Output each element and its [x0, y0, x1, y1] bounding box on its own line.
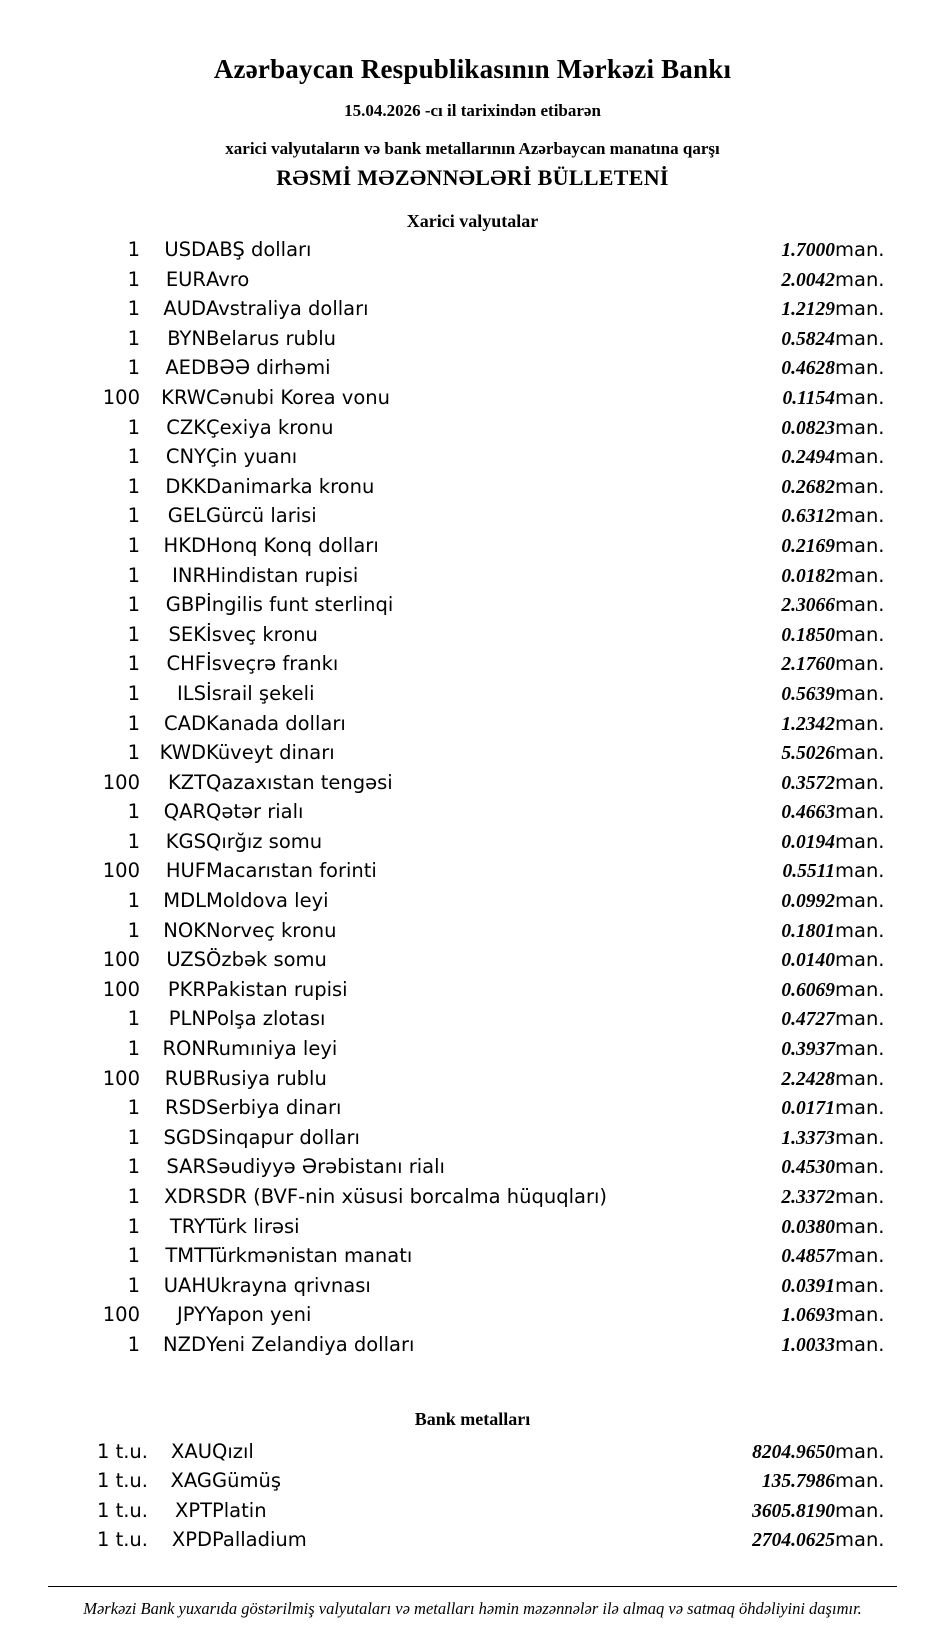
rate-amount: 1	[127, 474, 140, 498]
rate-amount: 100	[102, 770, 140, 794]
effective-date: 15.04.2026 -cı il tarixindən etibarən	[344, 101, 601, 120]
rate-amount: 1	[127, 415, 140, 439]
rate-unit: man.	[835, 1498, 885, 1522]
currency-code: UAH	[163, 1273, 206, 1297]
table-row	[48, 1153, 897, 1183]
bulletin-description: xarici valyutaların və bank metallarının Azərbaycan manatına qarşı	[225, 139, 720, 158]
currency-name: Rumıniya leyi	[206, 1037, 338, 1061]
rate-unit: man.	[835, 1439, 885, 1463]
table-row	[48, 354, 897, 384]
rate-unit: man.	[835, 859, 885, 883]
rate-amount: 100	[102, 977, 140, 1001]
currency-code: CNY	[165, 445, 206, 469]
rate-amount: 100	[102, 859, 140, 883]
rate-amount: 1	[127, 889, 140, 913]
table-row	[48, 1272, 897, 1302]
currency-name: Polşa zlotası	[206, 1007, 326, 1031]
currency-name: Yapon yeni	[206, 1303, 312, 1327]
table-row	[48, 946, 897, 976]
currency-code: QAR	[163, 800, 206, 824]
currency-code: NOK	[163, 918, 206, 942]
currency-name: Danimarka kronu	[206, 474, 375, 498]
rate-unit: man.	[835, 563, 885, 587]
table-row	[48, 443, 897, 473]
table-row	[48, 414, 897, 444]
rate-unit: man.	[835, 385, 885, 409]
rate-unit: man.	[835, 238, 885, 261]
rate-value: 2.3066	[781, 595, 835, 617]
table-row	[48, 1213, 897, 1243]
rate-unit: man.	[835, 1066, 885, 1090]
rate-unit: man.	[835, 297, 885, 321]
currency-code: SEK	[168, 622, 206, 646]
rate-unit: man.	[835, 711, 885, 735]
currency-code: XPT	[174, 1498, 212, 1522]
table-row	[48, 1497, 897, 1527]
rate-amount: 1	[127, 681, 140, 705]
rate-amount: 1	[127, 1214, 140, 1238]
currency-name: Gürcü larisi	[206, 504, 317, 528]
currency-name: Platin	[212, 1498, 267, 1522]
rate-unit: man.	[835, 326, 885, 350]
rate-unit: man.	[835, 1185, 885, 1208]
currency-name: Pakistan rupisi	[206, 977, 348, 1001]
rate-unit: man.	[835, 415, 885, 439]
rate-value: 0.0992	[781, 891, 835, 913]
currency-code: XDR	[164, 1185, 206, 1208]
currency-code: MDL	[163, 889, 206, 913]
rate-value: 0.2169	[781, 535, 835, 557]
rate-amount: 1 t.u.	[96, 1469, 148, 1493]
rate-unit: man.	[835, 1096, 885, 1120]
table-row	[48, 473, 897, 503]
currency-name: Macarıstan forinti	[206, 859, 377, 883]
currency-code: HKD	[163, 533, 206, 557]
rate-value: 1.0693	[781, 1305, 835, 1327]
rate-value: 0.5824	[781, 328, 835, 350]
rate-value: 0.4727	[781, 1009, 835, 1031]
rate-unit: man.	[835, 1125, 885, 1149]
section-heading-currencies: Xarici valyutalar	[406, 211, 539, 231]
currency-code: JPY	[177, 1303, 206, 1327]
rate-value: 0.1801	[781, 920, 835, 942]
table-row	[48, 1035, 897, 1065]
metal-rates-table	[48, 1438, 897, 1556]
table-row	[48, 710, 897, 740]
currency-name: Qazaxıstan tengəsi	[206, 770, 393, 794]
table-row	[48, 1467, 897, 1497]
table-row	[48, 680, 897, 710]
rate-unit: man.	[835, 770, 885, 794]
table-row	[48, 562, 897, 592]
rate-value: 0.0380	[781, 1216, 835, 1238]
rate-amount: 1	[127, 1007, 140, 1031]
currency-name: BƏƏ dirhəmi	[206, 356, 331, 380]
footer-note: Mərkəzi Bank yuxarıda göstərilmiş valyutaları və metalları həmin məzənnələr ilə almaq və satmaq öhdəliyini daşımır.	[83, 1598, 862, 1618]
rate-amount: 100	[102, 1066, 140, 1090]
rate-amount: 1	[127, 1185, 140, 1208]
table-row	[48, 236, 897, 266]
rate-amount: 1	[127, 741, 140, 765]
currency-code: CZK	[166, 415, 206, 439]
rate-value: 0.0823	[781, 417, 835, 439]
rate-value: 0.0194	[781, 831, 835, 853]
rate-unit: man.	[835, 1469, 885, 1493]
currency-name: Ukrayna qrivnası	[206, 1273, 371, 1297]
currency-code: HUF	[165, 859, 206, 883]
rate-value: 1.0033	[781, 1334, 835, 1356]
table-row	[48, 887, 897, 917]
currency-rates-table	[48, 236, 897, 1361]
currency-code: BYN	[167, 326, 206, 350]
currency-code: PLN	[168, 1007, 206, 1031]
rate-value: 0.0391	[781, 1275, 835, 1297]
rate-unit: man.	[835, 1155, 885, 1179]
table-row	[48, 1183, 897, 1213]
rate-unit: man.	[835, 889, 885, 913]
currency-code: KWD	[159, 741, 206, 765]
table-row	[48, 650, 897, 680]
table-row	[48, 1065, 897, 1095]
table-row	[48, 532, 897, 562]
rate-value: 2.0042	[781, 269, 835, 291]
rate-value: 5.5026	[781, 743, 835, 765]
rate-amount: 1	[127, 1037, 140, 1061]
rate-amount: 100	[102, 1303, 140, 1327]
table-row	[48, 384, 897, 414]
rate-value: 0.4530	[781, 1157, 835, 1179]
currency-name: SDR (BVF-nin xüsusi borcalma hüquqları)	[206, 1185, 608, 1208]
currency-code: INR	[172, 563, 206, 587]
currency-code: XAG	[170, 1469, 212, 1493]
currency-code: CHF	[166, 652, 206, 676]
rate-value: 0.2682	[781, 476, 835, 498]
rate-value: 0.1850	[781, 624, 835, 646]
currency-code: SGD	[163, 1125, 206, 1149]
rate-unit: man.	[835, 977, 885, 1001]
currency-code: RSD	[165, 1096, 206, 1120]
rate-value: 1.3373	[781, 1127, 835, 1149]
currency-name: Türk lirəsi	[206, 1214, 300, 1238]
rate-unit: man.	[835, 681, 885, 705]
section-heading-metals: Bank metalları	[414, 1408, 531, 1429]
table-row	[48, 917, 897, 947]
table-row	[48, 295, 897, 325]
currency-name: Özbək somu	[206, 948, 327, 972]
currency-name: Moldova leyi	[206, 889, 329, 913]
rate-unit: man.	[835, 741, 885, 765]
currency-name: Türkmənistan manatı	[206, 1244, 413, 1268]
table-row	[48, 828, 897, 858]
rate-amount: 1	[127, 238, 140, 261]
currency-name: Yeni Zelandiya dolları	[206, 1332, 415, 1356]
rate-unit: man.	[835, 1214, 885, 1238]
table-row	[48, 266, 897, 296]
rate-amount: 1	[127, 652, 140, 676]
rate-amount: 1	[127, 829, 140, 853]
rate-amount: 1	[127, 622, 140, 646]
rate-unit: man.	[835, 1037, 885, 1061]
table-row	[48, 798, 897, 828]
currency-code: RUB	[164, 1066, 206, 1090]
rate-amount: 1	[127, 504, 140, 528]
rate-unit: man.	[835, 800, 885, 824]
footer-divider	[48, 1586, 897, 1587]
rate-amount: 100	[102, 948, 140, 972]
currency-name: Avro	[206, 267, 250, 291]
rate-value: 1.7000	[781, 240, 835, 261]
currency-code: AUD	[163, 297, 206, 321]
rate-unit: man.	[835, 1332, 885, 1356]
rate-unit: man.	[835, 1244, 885, 1268]
currency-code: KGS	[165, 829, 206, 853]
rate-amount: 1	[127, 267, 140, 291]
currency-name: Cənubi Korea vonu	[206, 385, 390, 409]
rate-value: 0.6312	[781, 506, 835, 528]
rate-amount: 100	[102, 385, 140, 409]
rate-unit: man.	[835, 1528, 885, 1552]
table-row	[48, 1526, 897, 1556]
currency-name: Honq Konq dolları	[206, 533, 379, 557]
rate-unit: man.	[835, 948, 885, 972]
rate-value: 2704.0625	[752, 1530, 835, 1552]
currency-name: Çexiya kronu	[206, 415, 334, 439]
currency-code: GBP	[165, 593, 206, 617]
currency-name: Qırğız somu	[206, 829, 323, 853]
currency-name: Qətər rialı	[206, 800, 304, 824]
rate-value: 2.1760	[781, 654, 835, 676]
table-row	[48, 502, 897, 532]
rate-value: 0.6069	[781, 979, 835, 1001]
table-row	[48, 1242, 897, 1272]
rate-unit: man.	[835, 533, 885, 557]
rate-amount: 1 t.u.	[96, 1528, 148, 1552]
rate-value: 1.2129	[781, 299, 835, 321]
rate-unit: man.	[835, 445, 885, 469]
rate-unit: man.	[835, 652, 885, 676]
currency-name: İngilis funt sterlinqi	[206, 593, 394, 617]
table-row	[48, 1005, 897, 1035]
page-title: Azərbaycan Respublikasının Mərkəzi Bankı	[213, 54, 732, 84]
rate-unit: man.	[835, 622, 885, 646]
currency-code: AED	[165, 356, 206, 380]
currency-code: CAD	[164, 711, 206, 735]
table-row	[48, 1438, 897, 1468]
table-row	[48, 739, 897, 769]
currency-name: Serbiya dinarı	[206, 1096, 342, 1120]
rate-amount: 1 t.u.	[96, 1498, 148, 1522]
currency-code: TMT	[165, 1244, 206, 1268]
currency-name: Palladium	[212, 1528, 307, 1552]
currency-name: Belarus rublu	[206, 326, 337, 350]
rate-value: 0.2494	[781, 447, 835, 469]
currency-code: UZS	[166, 948, 206, 972]
rate-unit: man.	[835, 1007, 885, 1031]
currency-code: SAR	[166, 1155, 206, 1179]
rate-value: 0.0140	[781, 950, 835, 972]
currency-code: KRW	[161, 385, 206, 409]
rate-value: 0.3937	[781, 1039, 835, 1061]
table-row	[48, 1331, 897, 1361]
rate-unit: man.	[835, 829, 885, 853]
rate-value: 1.2342	[781, 713, 835, 735]
rate-value: 135.7986	[761, 1471, 835, 1493]
rate-amount: 1	[127, 1244, 140, 1268]
rate-unit: man.	[835, 593, 885, 617]
rate-value: 0.0182	[781, 565, 835, 587]
rate-amount: 1	[127, 711, 140, 735]
currency-code: XPD	[171, 1528, 212, 1552]
rate-value: 0.4628	[781, 358, 835, 380]
rate-amount: 1	[127, 533, 140, 557]
currency-name: İsveçrə frankı	[206, 652, 339, 676]
rate-amount: 1	[127, 1332, 140, 1356]
currency-code: RON	[162, 1037, 206, 1061]
rate-amount: 1	[127, 1273, 140, 1297]
rate-unit: man.	[835, 267, 885, 291]
rate-amount: 1	[127, 563, 140, 587]
currency-name: Hindistan rupisi	[206, 563, 359, 587]
rate-unit: man.	[835, 918, 885, 942]
rate-value: 0.1154	[782, 387, 835, 409]
rate-unit: man.	[835, 474, 885, 498]
currency-name: Küveyt dinarı	[206, 741, 335, 765]
rate-value: 0.5639	[781, 683, 835, 705]
rate-unit: man.	[835, 504, 885, 528]
rate-value: 8204.9650	[752, 1441, 835, 1463]
currency-name: Çin yuanı	[206, 445, 298, 469]
currency-name: Rusiya rublu	[206, 1066, 327, 1090]
rate-amount: 1	[127, 326, 140, 350]
currency-name: Qızıl	[212, 1439, 254, 1463]
table-row	[48, 325, 897, 355]
currency-code: USD	[164, 238, 206, 261]
rate-amount: 1	[127, 356, 140, 380]
rate-unit: man.	[835, 356, 885, 380]
currency-code: KZT	[167, 770, 206, 794]
rate-value: 2.2428	[781, 1068, 835, 1090]
rate-amount: 1	[127, 1155, 140, 1179]
rate-amount: 1	[127, 297, 140, 321]
table-row	[48, 1094, 897, 1124]
table-row	[48, 591, 897, 621]
rate-amount: 1	[127, 800, 140, 824]
rate-amount: 1	[127, 918, 140, 942]
table-row	[48, 976, 897, 1006]
rate-amount: 1	[127, 1125, 140, 1149]
table-row	[48, 857, 897, 887]
currency-code: EUR	[165, 267, 206, 291]
currency-code: PKR	[167, 977, 206, 1001]
table-row	[48, 769, 897, 799]
currency-name: Norveç kronu	[206, 918, 337, 942]
rate-value: 0.5511	[782, 861, 835, 883]
currency-name: İsveç kronu	[206, 622, 318, 646]
table-row	[48, 1124, 897, 1154]
currency-code: GEL	[167, 504, 206, 528]
rate-value: 3605.8190	[752, 1500, 835, 1522]
rate-amount: 1	[127, 445, 140, 469]
table-row	[48, 1301, 897, 1331]
currency-name: Sinqapur dolları	[206, 1125, 360, 1149]
currency-name: İsrail şekeli	[206, 681, 315, 705]
rate-value: 0.4857	[781, 1246, 835, 1268]
currency-name: Kanada dolları	[206, 711, 346, 735]
rate-amount: 1	[127, 1096, 140, 1120]
rate-value: 0.3572	[781, 772, 835, 794]
rate-amount: 1 t.u.	[96, 1439, 148, 1463]
bulletin-title: RƏSMİ MƏZƏNNƏLƏRİ BÜLLETENİ	[276, 165, 669, 190]
currency-code: ILS	[177, 681, 206, 705]
rate-unit: man.	[835, 1303, 885, 1327]
currency-name: Səudiyyə Ərəbistanı rialı	[206, 1155, 445, 1179]
currency-name: Avstraliya dolları	[206, 297, 369, 321]
currency-code: XAU	[171, 1439, 212, 1463]
rate-value: 2.3372	[781, 1187, 835, 1208]
rate-value: 0.0171	[781, 1098, 835, 1120]
rate-value: 0.4663	[781, 802, 835, 824]
rate-unit: man.	[835, 1273, 885, 1297]
rate-amount: 1	[127, 593, 140, 617]
currency-code: NZD	[163, 1332, 206, 1356]
currency-name: Gümüş	[212, 1469, 281, 1493]
currency-name: ABŞ dolları	[206, 238, 312, 261]
currency-code: DKK	[165, 474, 206, 498]
table-row	[48, 621, 897, 651]
currency-code: TRY	[169, 1214, 206, 1238]
